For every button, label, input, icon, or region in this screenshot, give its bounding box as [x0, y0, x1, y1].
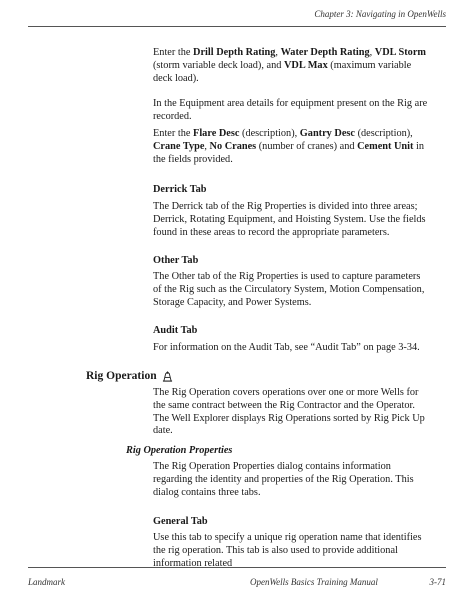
header-rule	[28, 26, 446, 27]
text-run: (storm variable deck load), and	[153, 59, 284, 71]
rig-operation-heading	[86, 370, 173, 382]
chapter-title: Chapter 3: Navigating in OpenWells	[314, 9, 446, 19]
paragraph-equipment-area	[153, 98, 431, 124]
text-run: In the Equipment area details for equipment present on the Rig are recorded.	[153, 98, 428, 122]
footer-manual-title: OpenWells Basics Training Manual	[250, 577, 378, 587]
paragraph-rating-fields	[153, 47, 431, 85]
footer-publisher: Landmark	[28, 577, 66, 587]
rig-operation-title: Rig Operation	[86, 370, 157, 382]
other-tab-heading: Other Tab	[153, 255, 199, 266]
field-name: VDL Max	[283, 59, 328, 71]
text-run: (number of cranes) and	[256, 140, 358, 152]
general-tab-body: Use this tab to specify a unique rig operation name that identifies the rig operation. This tab is also used to provide additional information related	[153, 532, 422, 569]
field-name: Flare Desc	[193, 128, 240, 139]
paragraph-equipment-fields	[153, 128, 431, 166]
field-name: Crane Type	[153, 140, 205, 152]
audit-tab-body: For information on the Audit Tab, see “Audit Tab” on page 3-34.	[153, 342, 420, 353]
derrick-tab-heading: Derrick Tab	[153, 184, 207, 195]
rig-operation-icon	[162, 371, 173, 382]
text-run: ,	[369, 47, 375, 58]
field-name: VDL Storm	[374, 47, 426, 58]
rig-operation-body: The Rig Operation covers operations over one or more Wells for the same contract between the Rig Contractor and the Operator. The Well Explorer displays Rig Operations sorted by Rig Pick Up date.	[153, 387, 425, 437]
other-tab-body: The Other tab of the Rig Properties is used to capture parameters of the Rig such as the Circulatory System, Motion Compensation, Storage Capacity, and Power Systems.	[153, 271, 425, 308]
text-run: (maximum variable deck load).	[153, 59, 412, 84]
text-run: ,	[275, 47, 281, 58]
text-run: Enter the	[153, 47, 194, 58]
derrick-tab-body: The Derrick tab of the Rig Properties is divided into three areas; Derrick, Rotating Equipment, and Hoisting System. Use the fields found in these areas to record the appropriate parameters.	[153, 201, 426, 238]
text-run: in the fields provided.	[153, 140, 425, 165]
text-run: (description),	[355, 128, 413, 139]
general-tab-heading: General Tab	[153, 516, 208, 527]
text-run: Enter the	[153, 128, 194, 139]
audit-tab-heading: Audit Tab	[153, 325, 198, 336]
field-name: Drill Depth Rating	[193, 47, 276, 58]
field-name: Cement Unit	[357, 140, 414, 152]
rig-operation-properties-body: The Rig Operation Properties dialog contains information regarding the identity and properties of the Rig Operation. This dialog contains three tabs.	[153, 461, 414, 498]
page-number: 3-71	[429, 577, 446, 587]
footer-rule	[28, 567, 446, 568]
field-name: Water Depth Rating	[280, 47, 370, 58]
rig-operation-properties-heading: Rig Operation Properties	[126, 445, 233, 456]
text-run: ,	[204, 140, 210, 152]
field-name: Gantry Desc	[299, 128, 355, 139]
text-run: (description),	[239, 128, 300, 139]
field-name: No Cranes	[209, 140, 257, 152]
